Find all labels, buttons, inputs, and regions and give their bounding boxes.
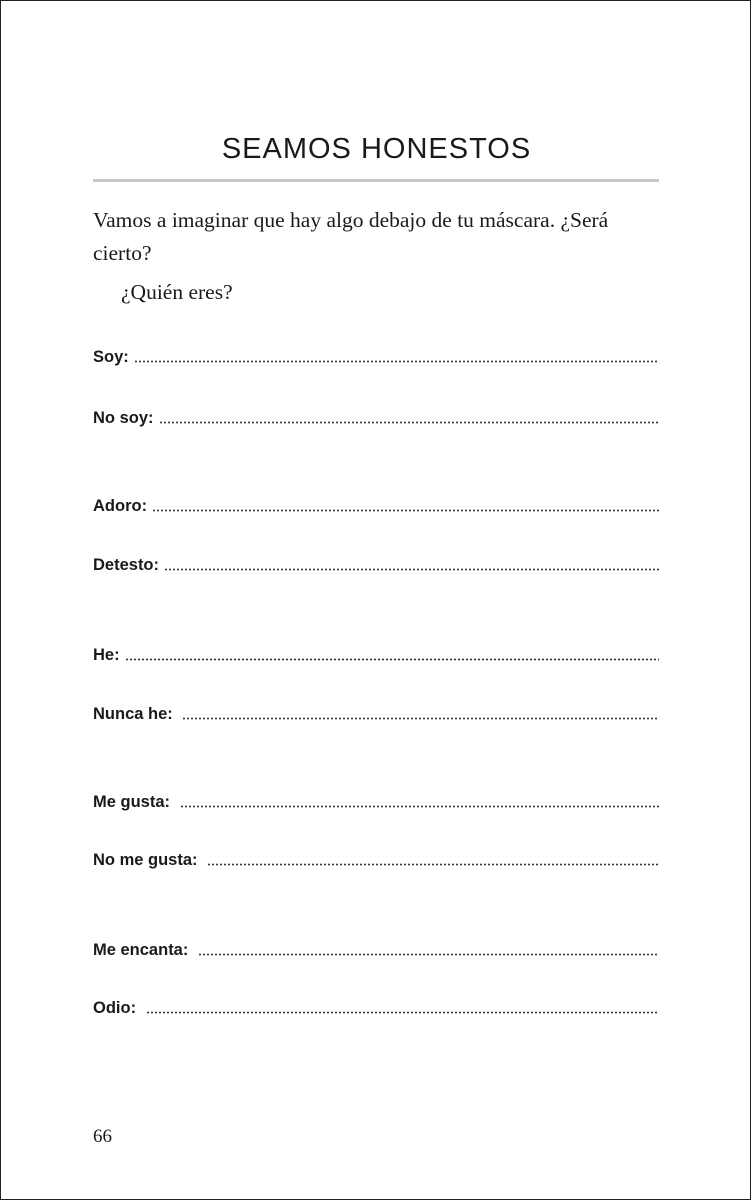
- fill-in-line-detesto[interactable]: [93, 551, 659, 575]
- fill-in-line-no-soy[interactable]: [93, 404, 659, 428]
- dotted-answer-line[interactable]: [146, 1011, 659, 1014]
- field-label: He:: [93, 646, 120, 664]
- field-label: Detesto:: [93, 556, 160, 574]
- page-number: 66: [93, 1126, 112, 1147]
- fill-in-line-nunca-he[interactable]: [93, 700, 659, 724]
- field-label: Adoro:: [93, 497, 148, 515]
- field-label: No soy:: [93, 409, 154, 427]
- fill-in-line-soy[interactable]: [93, 343, 659, 367]
- dotted-answer-line[interactable]: [180, 805, 659, 808]
- field-label: No me gusta:: [93, 851, 203, 869]
- question-text: ¿Quién eres?: [121, 280, 233, 304]
- page-title: SEAMOS HONESTOS: [221, 133, 532, 165]
- title-divider: [93, 179, 659, 182]
- dotted-answer-line[interactable]: [152, 509, 659, 512]
- fill-in-line-me-gusta[interactable]: [93, 788, 659, 812]
- field-label: Nunca he:: [93, 705, 178, 723]
- fill-in-line-he[interactable]: [93, 641, 659, 665]
- field-label: Soy:: [93, 348, 129, 366]
- dotted-answer-line[interactable]: [164, 568, 659, 571]
- dotted-answer-line[interactable]: [182, 717, 659, 720]
- fill-in-line-no-me-gusta[interactable]: [93, 846, 659, 870]
- dotted-answer-line[interactable]: [207, 863, 659, 866]
- fill-in-line-odio[interactable]: [93, 994, 659, 1018]
- fill-in-line-me-encanta[interactable]: [93, 936, 659, 960]
- intro-paragraph: Vamos a imaginar que hay algo debajo de tu máscara. ¿Será cierto?: [93, 208, 609, 265]
- field-label: Me gusta:: [93, 793, 175, 811]
- fill-in-line-adoro[interactable]: [93, 492, 659, 516]
- dotted-answer-line[interactable]: [198, 953, 659, 956]
- dotted-answer-line[interactable]: [125, 658, 659, 661]
- field-label: Me encanta:: [93, 941, 193, 959]
- dotted-answer-line[interactable]: [159, 421, 659, 424]
- field-label: Odio:: [93, 999, 141, 1017]
- dotted-answer-line[interactable]: [134, 360, 659, 363]
